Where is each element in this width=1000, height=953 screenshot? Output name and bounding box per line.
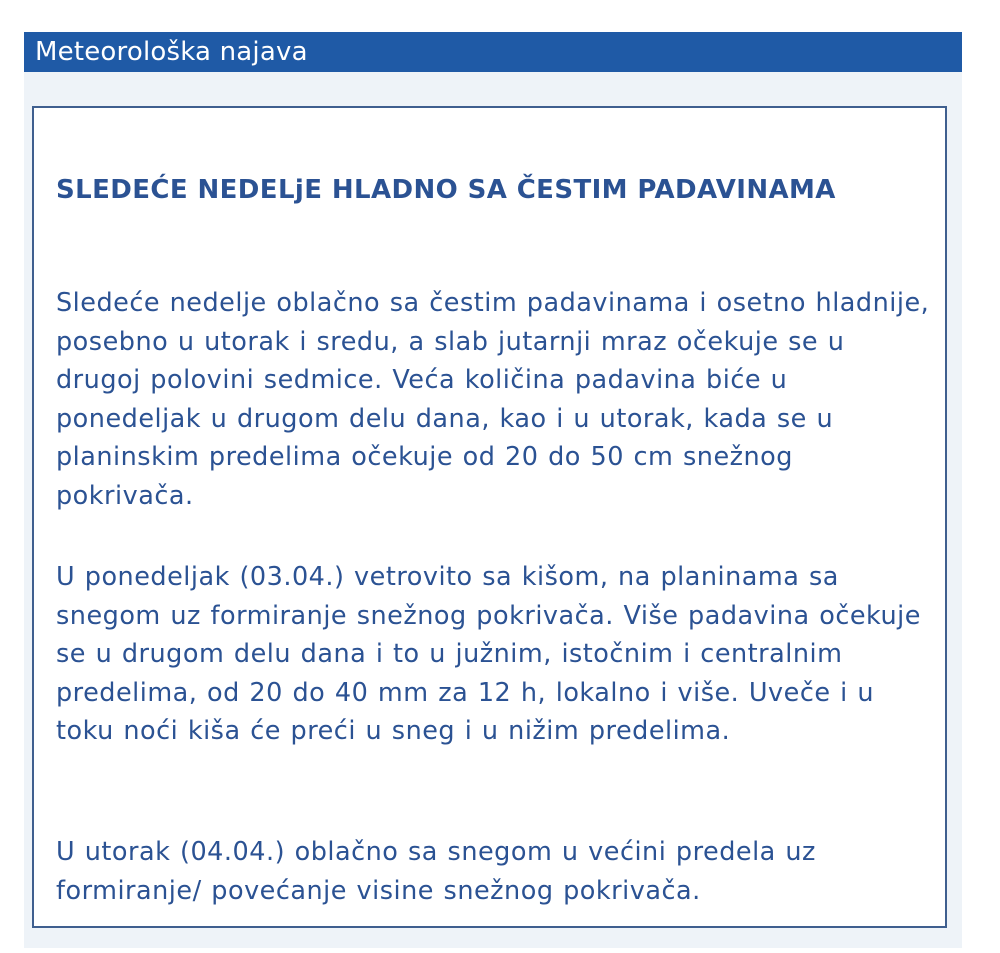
- forecast-paragraph-tuesday: U utorak (04.04.) oblačno sa snegom u većini predela uz formiranje/ povećanje visine snežnog pokrivača.: [56, 837, 816, 906]
- weather-forecast-panel: [24, 32, 962, 948]
- forecast-paragraph-week: Sledeće nedelje oblačno sa čestim padavinama i osetno hladnije, posebno u utorak i sredu, a slab jutarnji mraz očekuje se u drugoj polovini sedmice. Veća količina padavina biće u ponedeljak u drugom delu dana, kao i u utorak, kada se u planinskim predelima očekuje od 20 do 50 cm snežnog pokrivača.: [56, 288, 930, 511]
- panel-header: [24, 32, 962, 72]
- forecast-content-box: [32, 106, 947, 928]
- panel-title: Meteorološka najava: [35, 37, 308, 67]
- forecast-paragraph-monday: U ponedeljak (03.04.) vetrovito sa kišom, na planinama sa snegom uz formiranje snežnog pokrivača. Više padavina očekuje se u drugom delu dana i to u južnim, istočnim i centralnim predelima, od 20 do 40 mm za 12 h, lokalno i više. Uveče i u toku noći kiša će preći u sneg i u nižim predelima.: [56, 562, 921, 746]
- forecast-headline: SLEDEĆE NEDELjE HLADNO SA ČESTIM PADAVINAMA: [56, 175, 836, 205]
